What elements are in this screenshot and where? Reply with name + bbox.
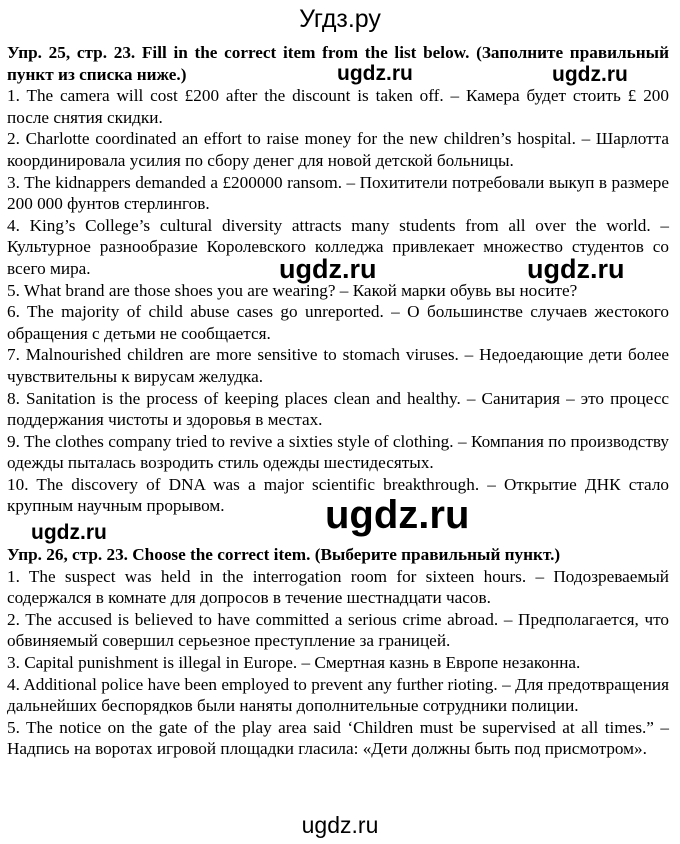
watermark-top-right: ugdz.ru (552, 63, 628, 86)
exercise-25-item-7: 7. Malnourished children are more sensitive to stomach viruses. – Недоедающие дети более чувствительны к вирусам желудка. (7, 345, 669, 386)
exercise-25-item-1: 1. The camera will cost £200 after the discount is taken off. – Камера будет стоить £ 200 после снятия скидки. (7, 86, 669, 127)
watermark-lower-left: ugdz.ru (31, 521, 107, 544)
exercise-25-item-5: 5. What brand are those shoes you are wearing? – Какой марки обувь вы носите? (7, 280, 578, 300)
exercise-25-item-3: 3. The kidnappers demanded a £200000 ransom. – Похитители потребовали выкуп в размере 200 000 фунтов стерлингов. (7, 172, 669, 214)
exercise-26-item-1: 1. The suspect was held in the interrogation room for sixteen hours. – Подозреваемый содержался в комнате для допросов в течение шестнадцати часов. (7, 566, 669, 608)
site-footer-text: ugdz.ru (301, 812, 379, 838)
exercise-25-item-9: 9. The clothes company tried to revive a sixties style of clothing. – Компания по производству одежды пыталась возродить стиль одежды шестидесятых. (7, 431, 669, 473)
exercise-25-item-6: 6. The majority of child abuse cases go unreported. – О большинстве случаев жестокого обращения с детьми не сообщается. (7, 302, 669, 343)
exercise-26-item-2: 2. The accused is believed to have committed a serious crime abroad. – Предполагается, что обвиняемый совершил серьезное преступление за границей. (7, 609, 669, 651)
watermark-large-center: ugdz.ru (325, 493, 470, 537)
watermark-middle-right: ugdz.ru (527, 254, 625, 284)
site-header-title: Угдз.ру (299, 5, 381, 33)
exercise-26-item-5: 5. The notice on the gate of the play area said ‘Children must be supervised at all times.” – Надпись на воротах игровой площадки гласила: «Дети должны быть под присмотром». (7, 717, 669, 759)
exercise-25-item-10: 10. The discovery of DNA was a major scientific breakthrough. – Открытие ДНК стало крупным научным прорывом. (7, 474, 669, 516)
exercise-26-item-4: 4. Additional police have been employed to prevent any further rioting. – Для предотвращения дальнейших беспорядков были наняты дополнительные сотрудники полиции. (7, 674, 669, 716)
exercise-content (7, 42, 669, 760)
exercise-25-item-8: 8. Sanitation is the process of keeping places clean and healthy. – Санитария – это процесс поддержания чистоты и здоровья в местах. (7, 388, 669, 430)
exercise-25-heading: Упр. 25, стр. 23. Fill in the correct item from the list below. (Заполните правильный пункт из списка ниже.) (7, 43, 669, 84)
watermark-top-center: ugdz.ru (337, 62, 413, 85)
exercise-26-heading: Упр. 26, стр. 23. Choose the correct item. (Выберите правильный пункт.) (7, 545, 561, 565)
exercise-26-item-3: 3. Capital punishment is illegal in Europe. – Смертная казнь в Европе незаконна. (7, 653, 581, 673)
exercise-25-item-2: 2. Charlotte coordinated an effort to raise money for the new children’s hospital. – Шарлотта координировала усилия по сбору денег для новой детской больницы. (7, 129, 669, 170)
watermark-middle-left: ugdz.ru (279, 254, 377, 284)
exercise-25-item-4: 4. King’s College’s cultural diversity attracts many students from all over the world. – Культурное разнообразие Королевского колледжа привлекает множество студентов со всего мира. (7, 215, 669, 278)
